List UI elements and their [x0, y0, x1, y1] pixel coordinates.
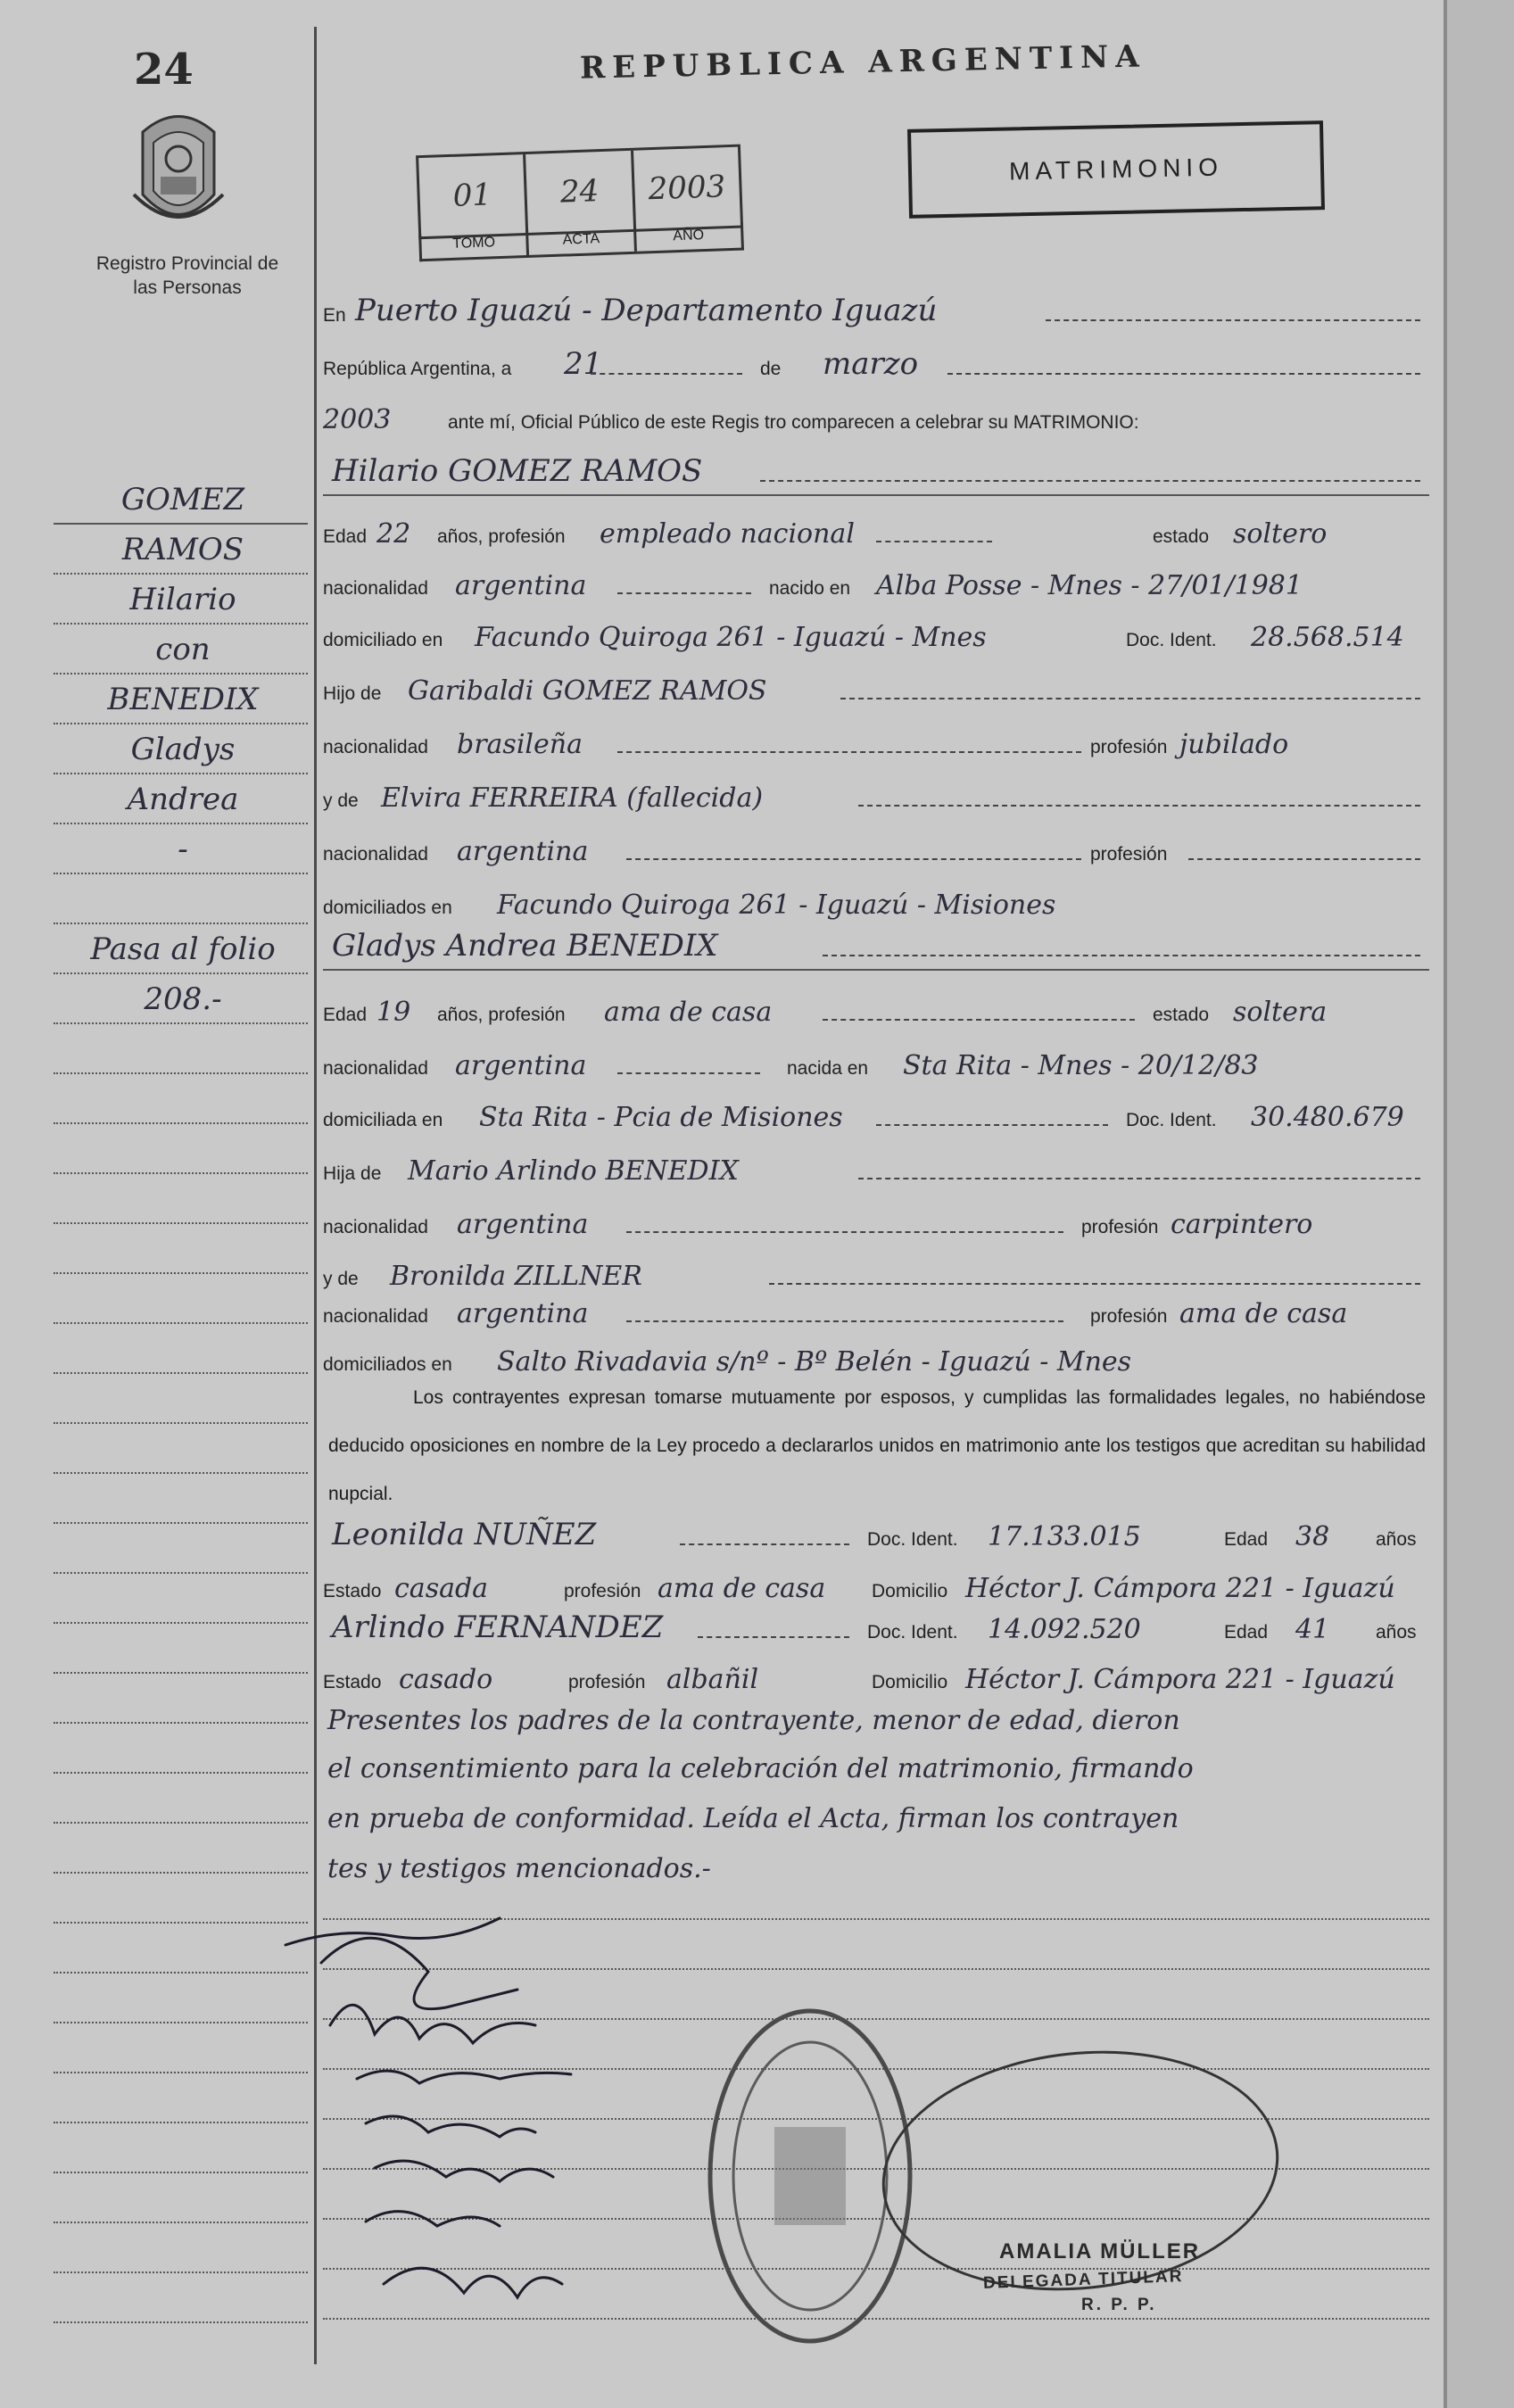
label-w1-profesion: profesión	[564, 1581, 641, 1601]
line-bride-father-nat	[323, 1197, 1429, 1245]
margin-note: RAMOS	[121, 532, 244, 567]
label-nacionalidad-2: nacionalidad	[323, 737, 428, 757]
label-domiciliada-en: domiciliada en	[323, 1110, 443, 1130]
label-w2-anios: años	[1376, 1622, 1417, 1643]
witness1-doc: 17.133.015	[988, 1521, 1141, 1552]
note-line-3: en prueba de conformidad. Leída el Acta, firman los contrayen	[327, 1803, 1179, 1834]
margin-note: 208.-	[144, 981, 222, 1017]
official-title: DELEGADA TITULAR	[982, 2267, 1184, 2293]
act-month: marzo	[823, 346, 919, 382]
label-nacionalidad: nacionalidad	[323, 578, 428, 599]
label-estado: estado	[1153, 526, 1210, 547]
label-y-de-b: y de	[323, 1269, 359, 1289]
bride-mother: Bronilda ZILLNER	[390, 1261, 642, 1292]
witness1-name: Leonilda NUÑEZ	[332, 1517, 597, 1552]
label-hijo-de: Hijo de	[323, 683, 382, 704]
note-line-4: tes y testigos mencionados.-	[327, 1853, 711, 1884]
line-groom-father-nat	[323, 717, 1429, 765]
bride-civil-status: soltera	[1233, 997, 1328, 1028]
label-w1-anios: años	[1376, 1529, 1417, 1550]
label-nacionalidad-b2: nacionalidad	[323, 1217, 428, 1237]
margin-note: Hilario	[129, 582, 236, 617]
label-w2-estado: Estado	[323, 1672, 382, 1692]
label-w1-domicilio: Domicilio	[872, 1581, 948, 1601]
signatures-scribble	[268, 1891, 642, 2355]
registry-name: Registro Provincial de las Personas	[95, 253, 279, 298]
line-groom-mother	[323, 771, 1429, 819]
label-en: En	[323, 305, 346, 326]
line-place	[323, 285, 1429, 334]
witness2-domicile: Héctor J. Cámpora 221 - Iguazú	[965, 1664, 1395, 1695]
acta-label: ACTA	[528, 227, 636, 255]
groom-nationality: argentina	[455, 570, 587, 601]
witness2-doc: 14.092.520	[988, 1614, 1141, 1645]
witness2-status: casado	[399, 1664, 493, 1695]
margin-note: con	[155, 632, 211, 667]
bride-father-profession: carpintero	[1171, 1209, 1313, 1240]
witness1-status: casada	[394, 1573, 489, 1604]
groom-domicile: Facundo Quiroga 261 - Iguazú - Mnes	[475, 622, 987, 653]
note-line	[323, 1693, 1429, 1742]
line-groom-name	[323, 446, 1429, 494]
tomo-label: TOMO	[421, 230, 529, 259]
folio-number: 24	[134, 45, 194, 95]
label-doc-ident: Doc. Ident.	[1126, 630, 1217, 650]
label-domiciliados-en: domiciliados en	[323, 898, 452, 918]
bride-birth: Sta Rita - Mnes - 20/12/83	[903, 1050, 1259, 1081]
label-nacida-en: nacida en	[787, 1058, 869, 1079]
line-bride-age	[323, 985, 1429, 1033]
label-nacionalidad-3: nacionalidad	[323, 844, 428, 865]
margin-note: Andrea	[127, 782, 239, 817]
line-groom-parents-domicile	[323, 878, 1429, 926]
official-org: R. P. P.	[1081, 2296, 1157, 2314]
acta-value: 24	[525, 151, 635, 233]
groom-civil-status: soltero	[1233, 518, 1328, 550]
bride-father-nationality: argentina	[457, 1209, 589, 1240]
label-y-de: y de	[323, 790, 359, 811]
line-witness1	[323, 1510, 1429, 1558]
bride-father: Mario Arlindo BENEDIX	[408, 1155, 739, 1187]
tomo-value: 01	[418, 154, 528, 236]
country-title: REPUBLICA ARGENTINA	[579, 38, 1146, 87]
margin-note: Pasa al folio	[90, 931, 276, 967]
margin-note: -	[178, 832, 188, 867]
page-edge	[1444, 0, 1447, 2408]
note-line	[323, 1742, 1429, 1790]
witness1-domicile: Héctor J. Cámpora 221 - Iguazú	[965, 1573, 1395, 1604]
act-place: Puerto Iguazú - Departamento Iguazú	[355, 293, 938, 328]
label-domiciliado-en: domiciliado en	[323, 630, 443, 650]
witness1-age: 38	[1295, 1521, 1330, 1552]
margin-note: Gladys	[130, 732, 236, 767]
label-w2-domicilio: Domicilio	[872, 1672, 948, 1692]
bride-mother-profession: ama de casa	[1179, 1298, 1348, 1329]
bride-mother-nationality: argentina	[457, 1298, 589, 1329]
note-line	[323, 1792, 1429, 1840]
label-w2-profesion: profesión	[568, 1672, 646, 1692]
label-republica-a: República Argentina, a	[323, 359, 512, 379]
line-groom-father	[323, 664, 1429, 712]
witness2-profession: albañil	[666, 1664, 759, 1695]
official-name: AMALIA MÜLLER	[999, 2239, 1201, 2263]
bride-parents-domicile: Salto Rivadavia s/nº - Bº Belén - Iguazú - Mnes	[497, 1346, 1132, 1378]
witness1-profession: ama de casa	[658, 1573, 826, 1604]
margin-note: BENEDIX	[107, 682, 259, 717]
groom-parents-domicile: Facundo Quiroga 261 - Iguazú - Misiones	[497, 890, 1056, 921]
label-profesion-2: profesión	[1090, 844, 1168, 865]
note-line-1: Presentes los padres de la contrayente, menor de edad, dieron	[327, 1705, 1180, 1736]
groom-father-nationality: brasileña	[457, 729, 583, 760]
bride-age: 19	[376, 997, 411, 1028]
label-estado-b: estado	[1153, 1005, 1210, 1025]
groom-doc: 28.568.514	[1251, 622, 1404, 653]
act-year: 2003	[323, 404, 392, 435]
label-nacionalidad-b3: nacionalidad	[323, 1306, 428, 1327]
line-groom-nationality	[323, 559, 1429, 607]
groom-mother: Elvira FERREIRA (fallecida)	[381, 782, 764, 814]
provincial-crest-icon	[125, 105, 232, 239]
line-date	[323, 339, 1429, 387]
line-bride-father	[323, 1144, 1429, 1192]
groom-profession: empleado nacional	[600, 518, 855, 550]
line-bride-name	[323, 921, 1429, 969]
label-domiciliados-en-b: domiciliados en	[323, 1354, 452, 1375]
groom-birth: Alba Posse - Mnes - 27/01/1981	[876, 570, 1303, 601]
groom-mother-nationality: argentina	[457, 836, 589, 867]
line-witness2	[323, 1602, 1429, 1651]
label-de: de	[760, 359, 782, 379]
groom-father: Garibaldi GOMEZ RAMOS	[408, 675, 767, 707]
label-doc-ident-b: Doc. Ident.	[1126, 1110, 1217, 1130]
line-bride-nationality	[323, 1039, 1429, 1087]
act-day: 21	[564, 346, 603, 382]
groom-name: Hilario GOMEZ RAMOS	[332, 453, 703, 489]
note-line-2: el consentimiento para la celebración del matrimonio, firmando	[327, 1753, 1194, 1784]
line-groom-age	[323, 507, 1429, 555]
groom-age: 22	[376, 518, 411, 550]
witness2-age: 41	[1295, 1614, 1330, 1645]
witness2-name: Arlindo FERNANDEZ	[332, 1609, 664, 1645]
declaration-text: Los contrayentes expresan tomarse mutuamente por esposos, y cumplidas las formalidades legales, no habiéndose deducido oposiciones en nombre de la Ley procedo a declararlos unidos en matrimonio ante los testigos que acreditan su habilidad nupcial.	[328, 1387, 1426, 1504]
label-w2-edad: Edad	[1224, 1622, 1269, 1643]
tomo-acta-box	[416, 145, 739, 261]
label-w1-estado: Estado	[323, 1581, 382, 1601]
anio-value: 2003	[647, 169, 726, 208]
label-nacido-en: nacido en	[769, 578, 851, 599]
bride-doc: 30.480.679	[1251, 1102, 1404, 1133]
margin-note: GOMEZ	[120, 482, 245, 517]
label-edad: Edad	[323, 526, 368, 547]
line-groom-mother-nat	[323, 824, 1429, 873]
anio-label: AÑO	[673, 228, 705, 244]
line-year	[323, 393, 1429, 441]
note-line	[323, 1841, 1429, 1890]
label-profesion-b: profesión	[1081, 1217, 1159, 1237]
label-hija-de: Hija de	[323, 1163, 382, 1184]
label-w2-doc: Doc. Ident.	[867, 1622, 958, 1643]
label-nacionalidad-b: nacionalidad	[323, 1058, 428, 1079]
bride-profession: ama de casa	[604, 997, 773, 1028]
groom-father-profession: jubilado	[1179, 729, 1289, 760]
label-w1-doc: Doc. Ident.	[867, 1529, 958, 1550]
label-w1-edad: Edad	[1224, 1529, 1269, 1550]
line-bride-mother-nat	[323, 1287, 1429, 1335]
bride-nationality: argentina	[455, 1050, 587, 1081]
label-profesion: profesión	[1090, 737, 1168, 757]
label-anios-profesion-b: años, profesión	[437, 1005, 566, 1025]
label-ante-mi: ante mí, Oficial Público de este Regis tro comparecen a celebrar su MATRIMONIO:	[448, 412, 1139, 433]
bride-domicile: Sta Rita - Pcia de Misiones	[479, 1102, 843, 1133]
line-groom-domicile	[323, 610, 1429, 658]
line-bride-domicile	[323, 1090, 1429, 1138]
document-type-box: MATRIMONIO	[907, 120, 1325, 219]
label-profesion-b2: profesión	[1090, 1306, 1168, 1327]
bride-name: Gladys Andrea BENEDIX	[332, 928, 718, 964]
label-edad-b: Edad	[323, 1005, 368, 1025]
label-anios-profesion: años, profesión	[437, 526, 566, 547]
